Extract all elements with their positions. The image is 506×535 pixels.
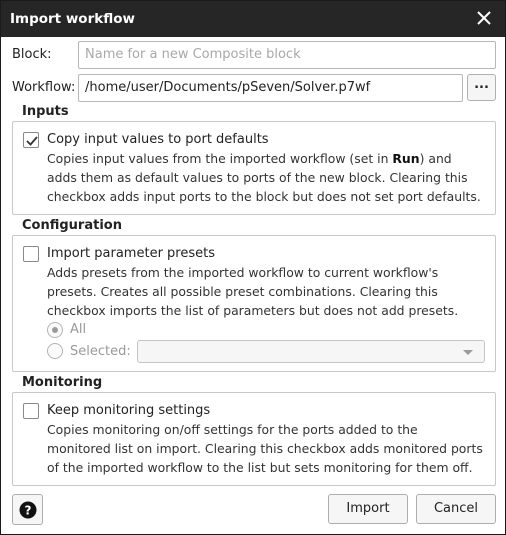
workflow-label: Workflow: <box>12 80 76 95</box>
chevron-down-icon <box>463 350 473 355</box>
title-bar <box>1 1 505 37</box>
svg-text:?: ? <box>24 503 32 518</box>
keep-monitoring-settings-checkbox[interactable] <box>23 403 39 419</box>
copy-input-values-label: Copy input values to port defaults <box>47 132 269 147</box>
browse-button[interactable]: ... <box>467 74 496 101</box>
import-button[interactable]: Import <box>328 494 408 524</box>
radio-selected[interactable] <box>47 343 63 359</box>
import-parameter-presets-label: Import parameter presets <box>47 246 215 261</box>
configuration-section-title: Configuration <box>22 218 122 233</box>
workflow-path-input[interactable]: /home/user/Documents/pSeven/Solver.p7wf <box>78 74 463 102</box>
inputs-section-title: Inputs <box>22 104 69 119</box>
copy-input-values-checkbox[interactable] <box>23 132 39 148</box>
import-parameter-presets-description: Adds presets from the imported workflow to current workflow's presets. Creates all possible preset combinations. Clearing this checkbox imports the list of parameters but does not add presets. <box>47 265 459 318</box>
presets-select[interactable] <box>137 340 485 363</box>
cancel-button[interactable]: Cancel <box>416 494 496 524</box>
block-name-input[interactable]: Name for a new Composite block <box>78 41 496 69</box>
radio-selected-label: Selected: <box>70 344 131 359</box>
radio-all[interactable] <box>47 322 63 338</box>
radio-all-label: All <box>70 322 87 337</box>
help-button[interactable] <box>12 494 43 525</box>
close-icon[interactable] <box>473 7 495 29</box>
help-icon <box>19 501 37 519</box>
checkmark-icon <box>25 134 39 148</box>
keep-monitoring-settings-description: Copies monitoring on/off settings for the ports added to the monitored list on import. Clearing this checkbox adds monitored ports of the imported workflow to the list but sets monitoring for them off. <box>47 422 483 475</box>
import-parameter-presets-checkbox[interactable] <box>23 246 39 262</box>
monitoring-section-title: Monitoring <box>22 375 103 390</box>
radio-selected-dot <box>52 327 58 333</box>
keep-monitoring-settings-label: Keep monitoring settings <box>47 403 211 418</box>
dialog-title: Import workflow <box>10 11 135 27</box>
block-label: Block: <box>12 47 52 62</box>
copy-input-values-description: Copies input values from the imported workflow (set in Run) and adds them as default values to ports of the new block. Clearing this checkbox adds input ports to the block but does not set port defaults. <box>47 151 481 204</box>
